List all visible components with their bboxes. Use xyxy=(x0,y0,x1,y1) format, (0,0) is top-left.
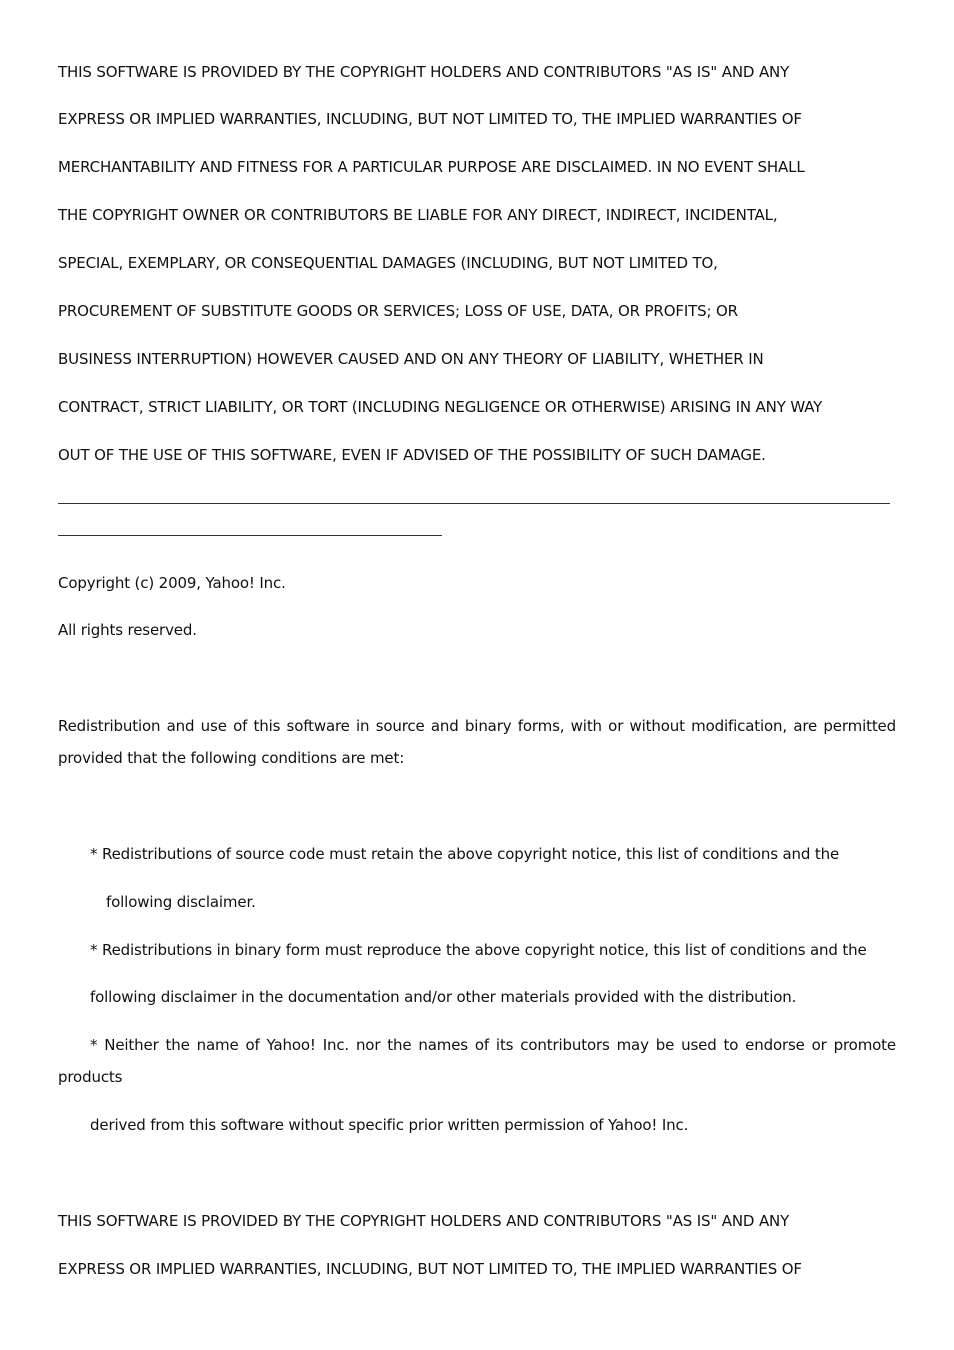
condition-continuation: following disclaimer in the documentation and/or other materials provided with the distribution. xyxy=(90,988,797,1006)
condition-item: * Redistributions of source code must retain the above copyright notice, this list of conditions and the xyxy=(90,845,840,863)
disclaimer-line: OUT OF THE USE OF THIS SOFTWARE, EVEN IF ADVISED OF THE POSSIBILITY OF SUCH DAMAGE. xyxy=(58,446,766,464)
disclaimer-line: THIS SOFTWARE IS PROVIDED BY THE COPYRIGHT HOLDERS AND CONTRIBUTORS "AS IS" AND ANY xyxy=(58,63,790,81)
disclaimer-line: SPECIAL, EXEMPLARY, OR CONSEQUENTIAL DAMAGES (INCLUDING, BUT NOT LIMITED TO, xyxy=(58,254,718,272)
separator-rule xyxy=(58,535,442,536)
condition-item: * Neither the name of Yahoo! Inc. nor the names of its contributors may be used to endorse or promote xyxy=(90,1036,896,1054)
rights-line: All rights reserved. xyxy=(58,621,197,639)
intro-line: Redistribution and use of this software in source and binary forms, with or without modification, are permitted xyxy=(58,717,896,735)
disclaimer-line: THIS SOFTWARE IS PROVIDED BY THE COPYRIGHT HOLDERS AND CONTRIBUTORS "AS IS" AND ANY xyxy=(58,1212,790,1230)
disclaimer-line: CONTRACT, STRICT LIABILITY, OR TORT (INCLUDING NEGLIGENCE OR OTHERWISE) ARISING IN ANY WAY xyxy=(58,398,823,416)
separator-rule xyxy=(58,503,890,504)
copyright-line: Copyright (c) 2009, Yahoo! Inc. xyxy=(58,574,286,592)
disclaimer-line: MERCHANTABILITY AND FITNESS FOR A PARTICULAR PURPOSE ARE DISCLAIMED. IN NO EVENT SHALL xyxy=(58,158,805,176)
disclaimer-line: EXPRESS OR IMPLIED WARRANTIES, INCLUDING, BUT NOT LIMITED TO, THE IMPLIED WARRANTIES OF xyxy=(58,110,802,128)
condition-continuation: following disclaimer. xyxy=(106,893,256,911)
disclaimer-line: BUSINESS INTERRUPTION) HOWEVER CAUSED AND ON ANY THEORY OF LIABILITY, WHETHER IN xyxy=(58,350,764,368)
disclaimer-line: EXPRESS OR IMPLIED WARRANTIES, INCLUDING, BUT NOT LIMITED TO, THE IMPLIED WARRANTIES OF xyxy=(58,1260,802,1278)
condition-item: * Redistributions in binary form must reproduce the above copyright notice, this list of conditions and the xyxy=(90,941,867,959)
disclaimer-line: THE COPYRIGHT OWNER OR CONTRIBUTORS BE LIABLE FOR ANY DIRECT, INDIRECT, INCIDENTAL, xyxy=(58,206,778,224)
condition-continuation: derived from this software without specific prior written permission of Yahoo! Inc. xyxy=(90,1116,689,1134)
condition-continuation: products xyxy=(58,1068,123,1086)
disclaimer-line: PROCUREMENT OF SUBSTITUTE GOODS OR SERVICES; LOSS OF USE, DATA, OR PROFITS; OR xyxy=(58,302,738,320)
intro-line: provided that the following conditions are met: xyxy=(58,749,405,767)
